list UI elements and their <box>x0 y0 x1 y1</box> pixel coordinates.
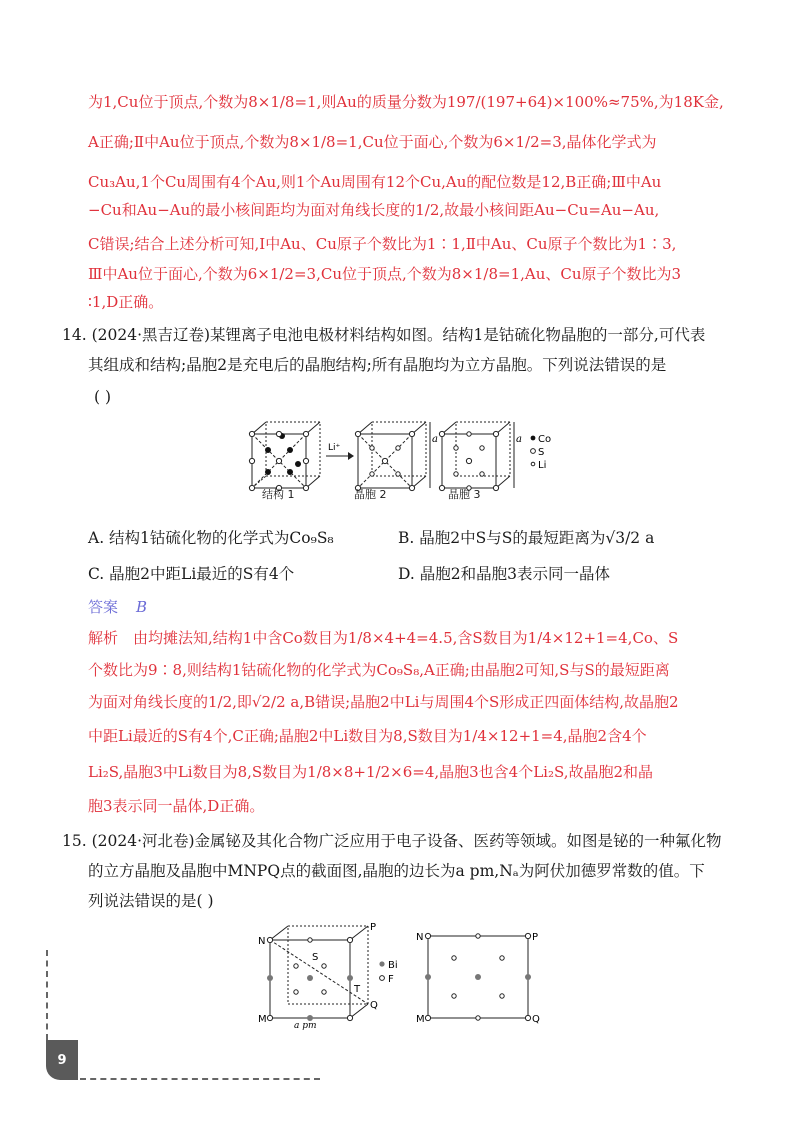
solution-line: −Cu和Au−Au的最小核间距均为面对角线长度的1/2,故最小核间距Au−Cu=Au−Au, <box>88 201 660 219</box>
edge-label: a <box>516 434 522 445</box>
page-edge-dash <box>46 950 48 1040</box>
cell-3-cube <box>442 422 510 488</box>
solution-line: ∶1,D正确。 <box>88 293 164 311</box>
solution-line: Li₂S,晶胞3中Li数目为8,S数目为1/8×8+1/2×6=4,晶胞3也含4个Li₂S,故晶胞2和晶 <box>88 763 654 781</box>
vertex-m: M <box>258 1014 267 1025</box>
solution-line: 为面对角线长度的1/2,即√2/2 a,B错误;晶胞2中Li与周围4个S形成正四面体结构,故晶胞2 <box>88 693 679 711</box>
legend-s: S <box>538 447 545 458</box>
caption-cell-2: 晶胞 2 <box>354 488 387 501</box>
legend-li-icon <box>531 462 535 466</box>
bismuth-fluoride-cell-figure <box>256 920 556 1030</box>
bismuth-atoms <box>267 975 353 1021</box>
question-stem-line: 其组成和结构;晶胞2是充电后的晶胞结构;所有晶胞均为立方晶胞。下列说法错误的是 <box>88 356 667 374</box>
solution-line: 解析 由均摊法知,结构1中含Co数目为1/8×4+4=4.5,含S数目为1/4×12+1=4,Co、S <box>88 629 679 647</box>
section-n: N <box>416 932 424 943</box>
page-footer-dash <box>80 1078 320 1080</box>
answer-label: 答案 <box>88 598 119 616</box>
question-stem-line: 的立方晶胞及晶胞中MNPQ点的截面图,晶胞的边长为a pm,Nₐ为阿伏加德罗常数的值。下 <box>88 862 705 880</box>
solution-line: C错误;结合上述分析可知,Ⅰ中Au、Cu原子个数比为1∶1,Ⅱ中Au、Cu原子个数比为1∶3, <box>88 235 677 253</box>
answer-line <box>88 596 147 617</box>
vertex-p: P <box>370 922 377 933</box>
solution-line: 个数比为9∶8,则结构1钴硫化物的化学式为Co₉S₈,A正确;由晶胞2可知,S与S的最短距离 <box>88 661 670 679</box>
question-stem-line: 列说法错误的是( ) <box>88 892 214 910</box>
caption-cell-3: 晶胞 3 <box>448 488 481 501</box>
cell-cube <box>270 926 368 1018</box>
option-c[interactable]: C. 晶胞2中距Li最近的S有4个 <box>88 565 295 583</box>
section-p: P <box>532 932 539 943</box>
cell-2-cube <box>358 422 426 488</box>
caption-structure-1: 结构 1 <box>262 488 295 501</box>
point-t: T <box>354 984 361 995</box>
crystal-structure-figure <box>246 416 576 504</box>
cross-section-bi-atoms <box>425 974 531 980</box>
solution-line: A正确;Ⅱ中Au位于顶点,个数为8×1/8=1,Cu位于面心,个数为6×1/2=3,晶体化学式为 <box>88 133 657 151</box>
answer-bracket: ( ) <box>94 388 112 406</box>
legend-bi: Bi <box>388 960 398 971</box>
option-d[interactable]: D. 晶胞2和晶胞3表示同一晶体 <box>398 565 610 583</box>
vertex-q: Q <box>370 1000 378 1011</box>
question-stem-line: 15. (2024·河北卷)金属铋及其化合物广泛应用于电子设备、医药等领域。如图是铋的一种氟化物 <box>62 832 722 850</box>
legend-li: Li <box>538 460 547 471</box>
edge-label: a <box>432 434 438 445</box>
edge-length-label: a pm <box>294 1021 317 1030</box>
option-a[interactable]: A. 结构1钴硫化物的化学式为Co₉S₈ <box>88 529 334 547</box>
solution-line: 为1,Cu位于顶点,个数为8×1/8=1,则Au的质量分数为197/(197+64)×100%≈75%,为18K金, <box>88 93 724 111</box>
option-b[interactable]: B. 晶胞2中S与S的最短距离为√3/2 a <box>398 529 655 547</box>
legend-bi-icon <box>379 961 384 966</box>
answer-value: B <box>136 598 148 616</box>
page-number: 9 <box>46 1040 78 1080</box>
solution-line: Cu₃Au,1个Cu周围有4个Au,则1个Au周围有12个Cu,Au的配位数是12,B正确;Ⅲ中Au <box>88 173 662 191</box>
legend-f-icon <box>380 976 385 981</box>
solution-line: Ⅲ中Au位于面心,个数为6×1/2=3,Cu位于顶点,个数为8×1/8=1,Au、Cu原子个数比为3 <box>88 265 682 283</box>
solution-line: 中距Li最近的S有4个,C正确;晶胞2中Li数目为8,S数目为1/4×12+1=4,晶胞2含4个 <box>88 727 647 745</box>
legend-f: F <box>388 974 394 985</box>
question-stem-line: 14. (2024·黑吉辽卷)某锂离子电池电极材料结构如图。结构1是钴硫化物晶胞的一部分,可代表 <box>62 326 706 344</box>
legend-s-icon <box>531 449 536 454</box>
section-m: M <box>416 1014 425 1025</box>
section-q: Q <box>532 1014 540 1025</box>
solution-line: 胞3表示同一晶体,D正确。 <box>88 797 265 815</box>
cell-3-atoms <box>439 431 498 490</box>
arrow-label: Li⁺ <box>328 443 341 453</box>
structure-1-cube <box>252 422 320 488</box>
vertex-n: N <box>258 936 266 947</box>
legend-co: Co <box>538 434 552 445</box>
arrow-head-icon <box>348 452 354 460</box>
legend-co-icon <box>531 436 536 441</box>
cobalt-atoms <box>265 433 301 475</box>
point-s: S <box>312 952 319 963</box>
